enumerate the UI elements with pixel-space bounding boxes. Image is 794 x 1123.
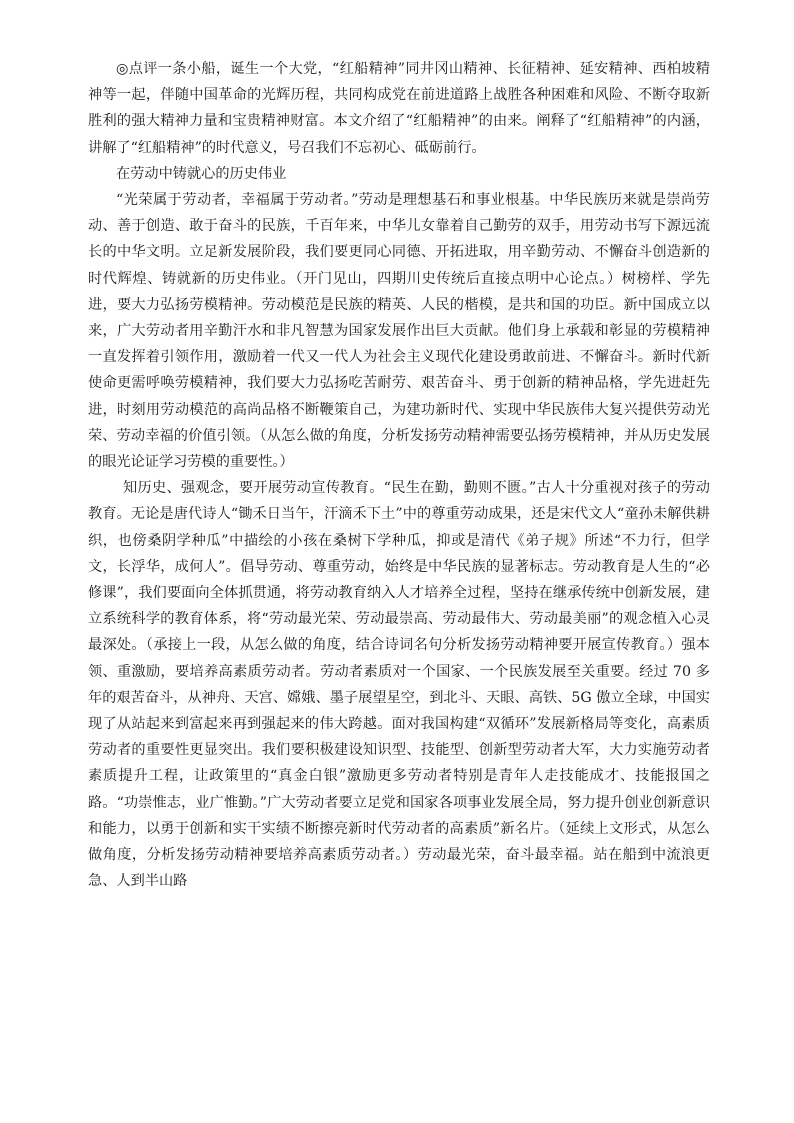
commentary-paragraph: ◎点评一条小船，诞生一个大党，“红船精神”同井冈山精神、长征精神、延安精神、西柏坡精神等一起，伴随中国革命的光辉历程，共同构成党在前进道路上战胜各种困难和风险、不断夺取新胜利的强大精神力量和宝贵精神财富。本文介绍了“红船精神”的由来。阐释了“红船精神”的内涵，讲解了“红船精神”的时代意义，号召我们不忘初心、砥砺前行。 [88,61,710,156]
article-title: 在劳动中铸就心的历史伟业 [116,165,287,182]
document-page [88,56,710,895]
body-paragraph-1: “光荣属于劳动者，幸福属于劳动者。”劳动是理想基石和事业根基。中华民族历来就是崇尚劳动、善于创造、敢于奋斗的民族，千百年来，中华儿女靠着自己勤劳的双手，用劳动书写下源远流长的中华文明。立足新发展阶段，我们要更同心同德、开拓进取，用辛勤劳动、不懈奋斗创造新的时代辉煌、铸就新的历史伟业。（开门见山，四期川史传统后直接点明中心论点。）树榜样、学先进，要大力弘扬劳模精神。劳动模范是民族的精英、人民的楷模，是共和国的功臣。新中国成立以来，广大劳动者用辛勤汗水和非凡智慧为国家发展作出巨大贡献。他们身上承载和彰显的劳模精神一直发挥着引领作用，激励着一代又一代人为社会主义现代化建设勇敢前进、不懈奋斗。新时代新使命更需呼唤劳模精神，我们要大力弘扬吃苦耐劳、艰苦奋斗、勇于创新的精神品格，学先进赶先进，时刻用劳动模范的高尚品格不断鞭策自己，为建功新时代、实现中华民族伟大复兴提供劳动光荣、劳动幸福的价值引领。（从怎么做的角度，分析发扬劳动精神需要弘扬劳模精神，并从历史发展的眼光论证学习劳模的重要性。） [88,192,710,471]
body-paragraph-2: 知历史、强观念，要开展劳动宣传教育。“民生在勤，勤则不匮。”古人十分重视对孩子的劳动教育。无论是唐代诗人“锄禾日当午，汗滴禾下土”中的尊重劳动成果，还是宋代文人“童孙未解供耕织，也傍桑阴学种瓜”中描绘的小孩在桑树下学种瓜，抑或是清代《弟子规》所述“不力行，但学文，长浮华，成何人”。倡导劳动、尊重劳动，始终是中华民族的显著标志。劳动教育是人生的“必修课”，我们要面向全体抓贯通，将劳动教育纳入人才培养全过程，坚持在继承传统中创新发展，建立系统科学的教育体系，将“劳动最光荣、劳动最崇高、劳动最伟大、劳动最美丽”的观念植入心灵最深处。（承接上一段，从怎么做的角度，结合诗词名句分析发扬劳动精神要开展宣传教育。）强本领、重激励，要培养高素质劳动者。劳动者素质对一个国家、一个民族发展至关重要。经过 70 多年的艰苦奋斗，从神舟、天宫、嫦娥、墨子展望星空，到北斗、天眼、高铁、5G 傲立全球，中国实现了从站起来到富起来再到强起来的伟大跨越。面对我国构建“双循环”发展新格局等变化，高素质劳动者的重要性更显突出。我们要积极建设知识型、技能型、创新型劳动者大军，大力实施劳动者素质提升工程，让政策里的“真金白银”激励更多劳动者特别是青年人走技能成才、技能报国之路。“功崇惟志，业广惟勤。”广大劳动者要立足党和国家各项事业发展全局，努力提升创业创新意识和能力，以勇于创新和实干实绩不断擦亮新时代劳动者的高素质”新名片。（延续上文形式，从怎么做角度，分析发扬劳动精神要培养高素质劳动者。）劳动最光荣，奋斗最幸福。站在船到中流浪更急、人到半山路 [88,480,710,890]
